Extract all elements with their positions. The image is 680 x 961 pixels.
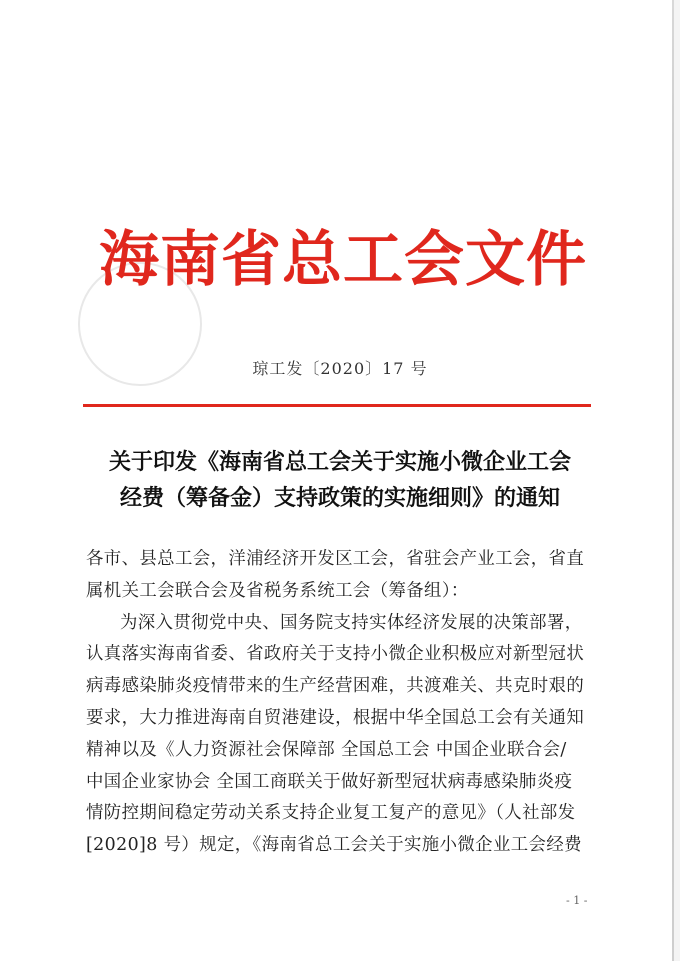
body-line: 属机关工会联合会及省税务系统工会（筹备组）：	[86, 580, 469, 601]
body-text	[86, 544, 596, 862]
body-line: 中国企业家协会 全国工商联关于做好新型冠状病毒感染肺炎疫	[86, 771, 573, 792]
document-number: 琼工发〔2020〕17 号	[252, 359, 428, 378]
body-line: 认真落实海南省委、省政府关于支持小微企业积极应对新型冠状	[86, 644, 585, 665]
notice-title	[80, 444, 600, 516]
scan-edge-line	[672, 0, 674, 961]
title-line-1: 关于印发《海南省总工会关于实施小微企业工会	[108, 449, 571, 475]
body-line: [2020]8 号）规定，《海南省总工会关于实施小微企业工会经费	[86, 835, 582, 856]
page-number: - 1 -	[566, 894, 588, 907]
body-line: 要求，大力推进海南自贸港建设，根据中华全国总工会有关通知	[86, 707, 585, 728]
body-line: 为深入贯彻党中央、国务院支持实体经济发展的决策部署，	[120, 612, 583, 633]
body-line: 精神以及《人力资源社会保障部 全国总工会 中国企业联合会/	[86, 739, 567, 760]
masthead-title: 海南省总工会文件	[99, 225, 587, 295]
body-line: 各市、县总工会，洋浦经济开发区工会，省驻会产业工会，省直	[86, 549, 585, 569]
red-divider-rule	[83, 404, 591, 407]
title-line-2: 经费（筹备金）支持政策的实施细则》的通知	[119, 485, 560, 511]
body-line: 情防控期间稳定劳动关系支持企业复工复产的意见》（人社部发	[86, 803, 576, 824]
body-line: 病毒感染肺炎疫情带来的生产经营困难，共渡难关、共克时艰的	[86, 676, 585, 697]
scan-shadow	[674, 0, 680, 961]
